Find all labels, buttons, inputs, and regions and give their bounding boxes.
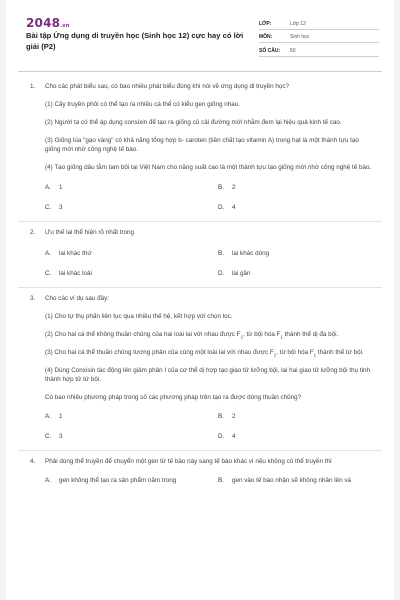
question-text: Ưu thế lai thể hiện rõ nhất trong <box>45 229 135 236</box>
options-row <box>45 476 394 488</box>
question-number: 4. <box>30 458 36 465</box>
option-d[interactable]: D. 4 <box>218 204 236 211</box>
option-c[interactable]: C. lai khác loài <box>45 270 92 277</box>
question-text: Phải dùng thể truyền để chuyển một gen từ tế bào này sang tế bào khác vì nếu không có thể truyền thì <box>45 458 332 465</box>
statement: (2) Cho hai cá thể không thuần chủng của hai loài lai với nhau được $F_1$, từ bội hóa $F_1$ thành thể dị đa bội. <box>45 331 339 340</box>
option-b[interactable]: B. 2 <box>218 184 236 191</box>
statement: (4) Dùng Conxisin tác động lên giảm phân I của cơ thể dị hợp tạo giao tử lưỡng bội, lai hai giao tử lưỡng bội thụ tinh thành hợp tử tứ bội. <box>45 367 370 383</box>
question-4 <box>6 457 394 488</box>
options-row <box>45 412 394 424</box>
header-divider <box>18 71 382 72</box>
option-a[interactable]: A. gen không thể tạo ra sản phẩm năm trong <box>45 477 177 484</box>
question-1 <box>6 82 394 215</box>
document-meta <box>259 16 379 57</box>
option-c[interactable]: C. 3 <box>45 204 63 211</box>
question-list <box>6 82 394 488</box>
option-a[interactable]: A. 1 <box>45 413 63 420</box>
document-header <box>6 0 394 58</box>
option-a[interactable]: A. 1 <box>45 184 63 191</box>
question-number: 2. <box>30 229 36 236</box>
option-c[interactable]: C. 3 <box>45 433 63 440</box>
option-b[interactable]: B. gen vào tế bào nhận sẽ không nhân lên và <box>218 477 352 484</box>
meta-row-subject: MÔN: Sinh học <box>259 30 379 44</box>
question-text: Cho các ví dụ sau đây: <box>45 295 110 302</box>
meta-row-grade: LỚP: Lớp 12 <box>259 16 379 30</box>
option-b[interactable]: B. lai khác dòng <box>218 250 270 257</box>
question-2 <box>6 228 394 281</box>
statement: (4) Tạo giống dâu tằm tam bội tại Việt Nam cho năng suất cao là một thành tựu tạo giống mới nhờ công nghệ tế bào. <box>45 164 372 171</box>
statement: (1) Cấy truyền phôi có thể tạo ra nhiều cá thể có kiểu gen giống nhau. <box>45 101 240 108</box>
option-d[interactable]: D. 4 <box>218 433 236 440</box>
document-page <box>6 0 394 600</box>
options-row <box>45 432 394 444</box>
question-prompt: Có bao nhiêu phương pháp trong số các phương pháp trên tạo ra được dòng thuần chủng? <box>45 394 302 401</box>
document-title: Bài tập Ứng dụng di truyền học (Sinh học 12) cực hay có lời giải (P2) <box>26 31 244 51</box>
site-logo[interactable]: 2048.vn <box>26 16 70 30</box>
question-text: Cho các phát biểu sau, có bao nhiêu phát biểu đúng khi nói về ứng dụng di truyền học? <box>45 83 290 90</box>
option-b[interactable]: B. 2 <box>218 413 236 420</box>
statement: (3) Cho hai cá thể thuần chủng tương phản của cùng một loài lai với nhau được $F_1$, từ bội hóa $F_1$ thành thể tứ bội. <box>45 349 364 358</box>
options-row <box>45 249 394 261</box>
options-row <box>45 203 394 215</box>
statement: (2) Người ta có thể áp dụng consixin để tạo ra giống củ cải đường mới nhằm đem lại hiệu quả kinh tế cao. <box>45 119 342 126</box>
meta-row-count: SỐ CÂU: 50 <box>259 43 379 57</box>
question-3 <box>6 294 394 444</box>
option-a[interactable]: A. lai khác thứ <box>45 250 92 257</box>
statement: (3) Giống lúa "gạo vàng" có khả năng tổng hợp b- caroten (tiền chất tạo vitamin A) trong hạt là một thành tựu tạo giống mới nhờ công nghệ tế bào. <box>45 137 359 153</box>
question-number: 3. <box>30 295 36 302</box>
question-number: 1. <box>30 83 36 90</box>
options-row <box>45 269 394 281</box>
options-row <box>45 183 394 195</box>
option-d[interactable]: D. lai gần <box>218 270 251 277</box>
statement: (1) Cho tự thụ phấn liên tục qua nhiều thế hệ, kết hợp với chọn lọc. <box>45 313 233 320</box>
